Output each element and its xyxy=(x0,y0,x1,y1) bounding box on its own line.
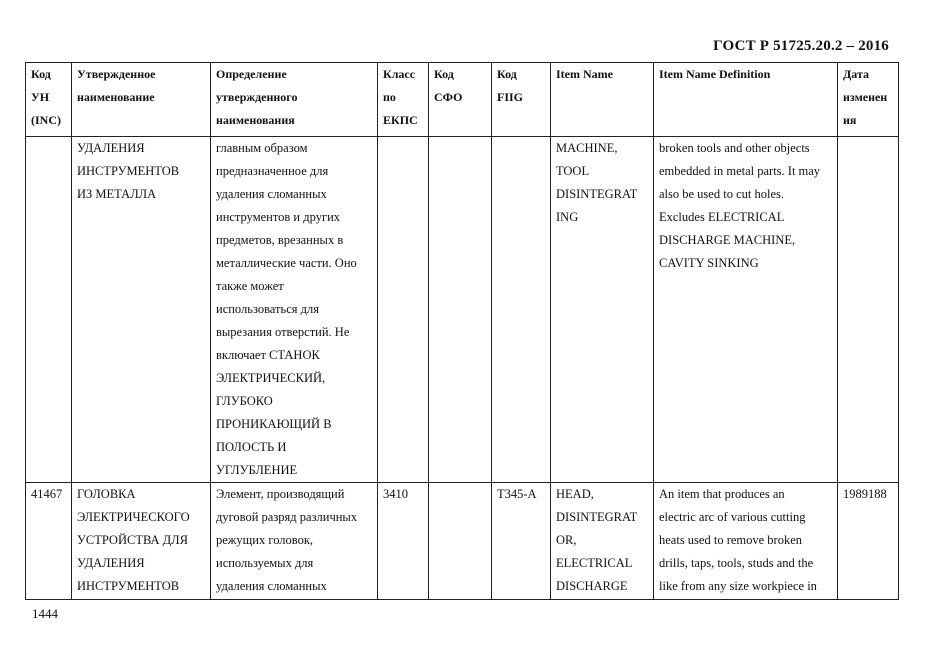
cell-fiig: T345-A xyxy=(492,483,551,600)
cell-sfo xyxy=(429,483,492,600)
cell-definition: Элемент, производящий дуговой разряд различных режущих головок, используемых для удаления сломанных xyxy=(211,483,378,600)
document-standard-title: ГОСТ Р 51725.20.2 – 2016 xyxy=(713,38,889,54)
cell-code: 41467 xyxy=(26,483,72,600)
cell-fiig xyxy=(492,137,551,483)
cell-date xyxy=(838,137,899,483)
cell-sfo xyxy=(429,137,492,483)
cell-class xyxy=(378,137,429,483)
header-approved-name: Утвержденное наименование xyxy=(72,63,211,137)
header-class-ekps: Класс по ЕКПС xyxy=(378,63,429,137)
header-item-name-definition: Item Name Definition xyxy=(654,63,838,137)
header-code-sfo: Код СФО xyxy=(429,63,492,137)
header-change-date: Дата изменен ия xyxy=(838,63,899,137)
table-row xyxy=(26,137,899,483)
header-code-inc: Код УН (INC) xyxy=(26,63,72,137)
cell-definition: главным образом предназначенное для удаления сломанных инструментов и других предметов, врезанных в металлические части. Оно также может использоваться для вырезания отверстий. Не включает СТАНОК ЭЛЕКТРИЧЕСКИЙ, ГЛУБОКО ПРОНИКАЮЩИЙ В ПОЛОСТЬ И УГЛУБЛЕНИЕ xyxy=(211,137,378,483)
page-number: 1444 xyxy=(32,606,58,621)
cell-item-name: HEAD, DISINTEGRAT OR, ELECTRICAL DISCHARGE xyxy=(551,483,654,600)
table-row xyxy=(26,483,899,600)
header-definition: Определение утвержденного наименования xyxy=(211,63,378,137)
cell-item-name: MACHINE, TOOL DISINTEGRAT ING xyxy=(551,137,654,483)
cell-item-definition: broken tools and other objects embedded in metal parts. It may also be used to cut holes. Excludes ELECTRICAL DISCHARGE MACHINE, CAVITY SINKING xyxy=(654,137,838,483)
item-names-table xyxy=(25,62,899,600)
header-item-name: Item Name xyxy=(551,63,654,137)
cell-item-definition: An item that produces an electric arc of various cutting heats used to remove broken drills, taps, tools, studs and the like from any size workpiece in xyxy=(654,483,838,600)
table-header-row xyxy=(26,63,899,137)
cell-code xyxy=(26,137,72,483)
cell-class: 3410 xyxy=(378,483,429,600)
cell-approved-name: ГОЛОВКА ЭЛЕКТРИЧЕСКОГО УСТРОЙСТВА ДЛЯ УДАЛЕНИЯ ИНСТРУМЕНТОВ xyxy=(72,483,211,600)
header-code-fiig: Код FIIG xyxy=(492,63,551,137)
cell-approved-name: УДАЛЕНИЯ ИНСТРУМЕНТОВ ИЗ МЕТАЛЛА xyxy=(72,137,211,483)
cell-date: 1989188 xyxy=(838,483,899,600)
